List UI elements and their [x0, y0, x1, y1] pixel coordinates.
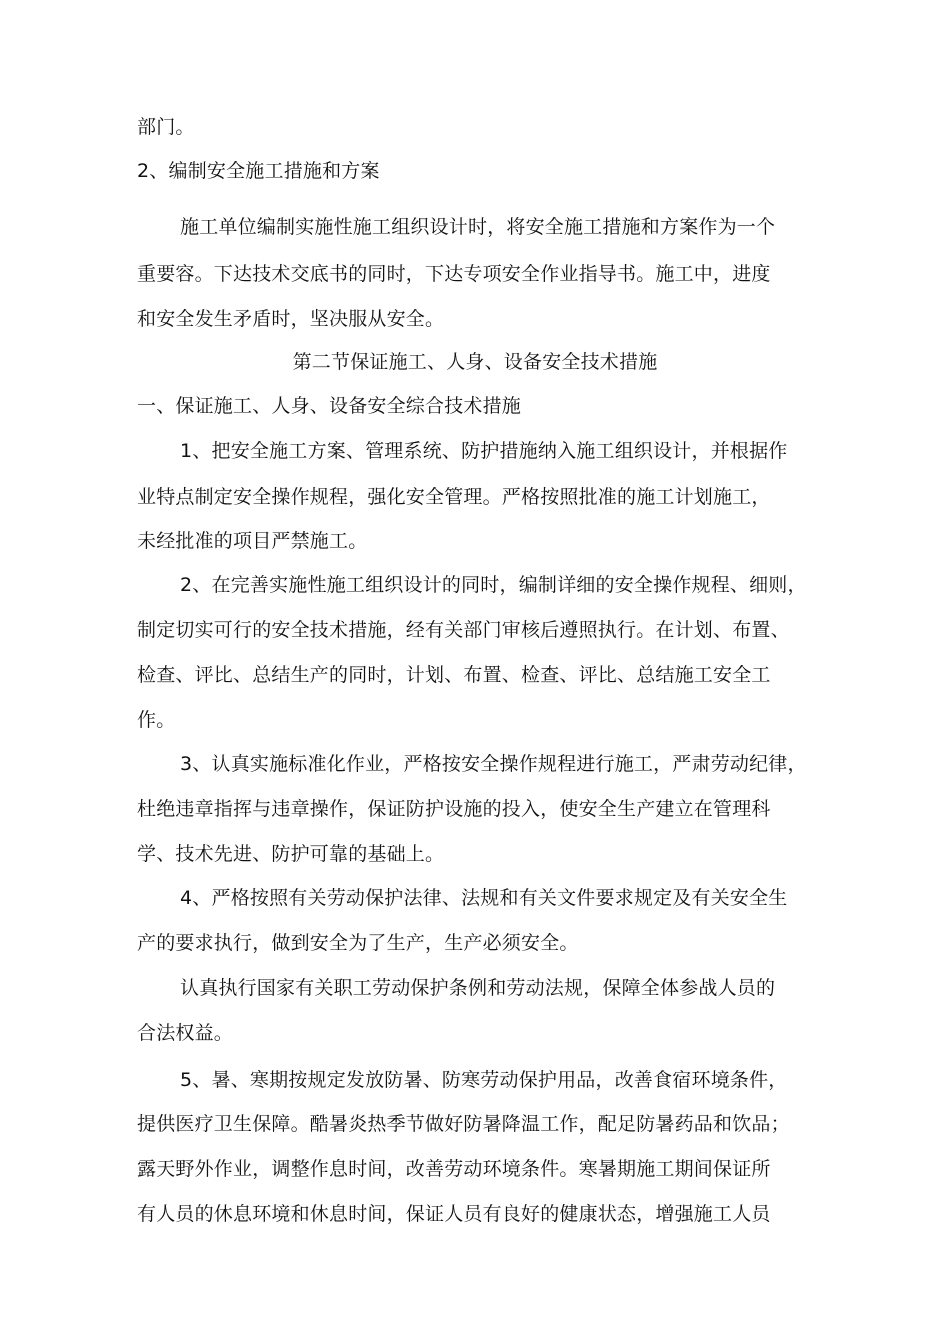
- text-line: 杜绝违章指挥与违章操作，保证防护设施的投入，使安全生产建立在管理科: [137, 798, 771, 820]
- text-line: 未经批准的项目严禁施工。: [137, 530, 368, 552]
- text-line: 业特点制定安全操作规程，强化安全管理。严格按照批准的施工计划施工，: [137, 486, 771, 508]
- text-line: 施工单位编制实施性施工组织设计时，将安全施工措施和方案作为一个: [180, 216, 776, 238]
- text-line: 制定切实可行的安全技术措施，经有关部门审核后遵照执行。在计划、布置、: [137, 619, 790, 641]
- text-line: 露天野外作业，调整作息时间，改善劳动环境条件。寒暑期施工期间保证所: [137, 1158, 771, 1180]
- text-line: 4、严格按照有关劳动保护法律、法规和有关文件要求规定及有关安全生: [180, 887, 788, 909]
- text-line: 学、技术先进、防护可靠的基础上。: [137, 843, 445, 865]
- text-line: 部门。: [137, 116, 195, 138]
- text-line: 1、把安全施工方案、管理系统、防护措施纳入施工组织设计，并根据作: [180, 440, 788, 462]
- section-title: 第二节保证施工、人身、设备安全技术措施: [292, 351, 658, 373]
- text-line: 3、认真实施标准化作业，严格按安全操作规程进行施工，严肃劳动纪律，: [180, 753, 807, 775]
- section-heading: 一、保证施工、人身、设备安全综合技术措施: [137, 395, 522, 417]
- text-line: 认真执行国家有关职工劳动保护条例和劳动法规，保障全体参战人员的: [180, 977, 776, 999]
- text-line: 提供医疗卫生保障。酷暑炎热季节做好防暑降温工作，配足防暑药品和饮品；: [137, 1113, 790, 1135]
- text-line: 和安全发生矛盾时，坚决服从安全。: [137, 308, 445, 330]
- section-heading: 2、编制安全施工措施和方案: [137, 160, 380, 182]
- text-line: 检查、评比、总结生产的同时，计划、布置、检查、评比、总结施工安全工: [137, 664, 771, 686]
- text-line: 有人员的休息环境和休息时间，保证人员有良好的健康状态，增强施工人员: [137, 1203, 771, 1225]
- text-line: 产的要求执行，做到安全为了生产，生产必须安全。: [137, 932, 579, 954]
- text-line: 合法权益。: [137, 1022, 234, 1044]
- text-line: 重要容。下达技术交底书的同时，下达专项安全作业指导书。施工中，进度: [137, 263, 771, 285]
- text-line: 2、在完善实施性施工组织设计的同时，编制详细的安全操作规程、细则，: [180, 574, 807, 596]
- text-line: 5、暑、寒期按规定发放防暑、防寒劳动保护用品，改善食宿环境条件，: [180, 1069, 788, 1091]
- text-line: 作。: [137, 709, 176, 731]
